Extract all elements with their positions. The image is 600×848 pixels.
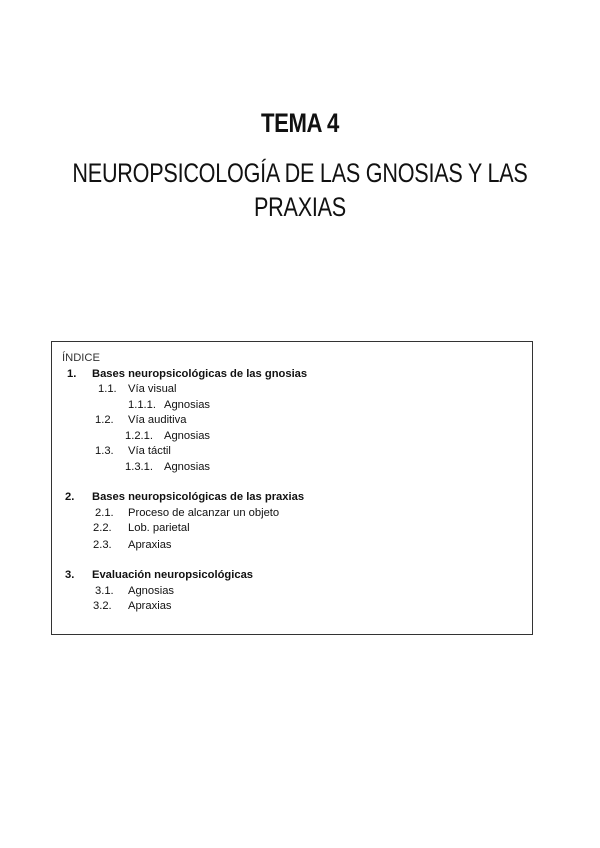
toc-item-label: Apraxias — [128, 600, 172, 612]
toc-item-label: Vía auditiva — [128, 414, 187, 426]
toc-item-label: Agnosias — [128, 585, 175, 597]
toc-item-label: Vía táctil — [128, 445, 171, 457]
page-subtitle: NEUROPSICOLOGÍA DE LAS GNOSIAS Y LAS PRAXIAS — [72, 158, 528, 222]
toc-section-label: Bases neuropsicológicas de las praxias — [92, 491, 305, 503]
toc-item-label: Agnosias — [164, 430, 211, 442]
toc-item-number: 2.2. — [93, 522, 112, 534]
toc-item-number: 2.3. — [93, 539, 112, 551]
toc-item-number: 1.3.1. — [125, 461, 153, 473]
toc-item-number: 1.2.1. — [125, 430, 153, 442]
toc-item-number: 1.1.1. — [128, 399, 156, 411]
toc-item-label: Vía visual — [128, 383, 177, 395]
table-of-contents — [51, 341, 533, 635]
toc-item-label: Agnosias — [164, 461, 211, 473]
toc-section-label: Bases neuropsicológicas de las gnosias — [92, 368, 308, 380]
toc-item-number: 1.3. — [95, 445, 114, 457]
toc-item-label: Proceso de alcanzar un objeto — [128, 507, 280, 519]
toc-item-number: 1.1. — [98, 383, 117, 395]
toc-item-number: 2.1. — [95, 507, 114, 519]
toc-item-label: Apraxias — [128, 539, 172, 551]
toc-section-number: 3. — [65, 569, 75, 581]
toc-heading: ÍNDICE — [62, 352, 100, 364]
toc-section-label: Evaluación neuropsicológicas — [92, 569, 254, 581]
toc-item-number: 3.2. — [93, 600, 112, 612]
page-title: TEMA 4 — [261, 108, 339, 138]
toc-item-label: Lob. parietal — [128, 522, 190, 534]
toc-item-label: Agnosias — [164, 399, 211, 411]
toc-item-number: 3.1. — [95, 585, 114, 597]
toc-section-number: 1. — [67, 368, 77, 380]
toc-item-number: 1.2. — [95, 414, 114, 426]
toc-section-number: 2. — [65, 491, 75, 503]
